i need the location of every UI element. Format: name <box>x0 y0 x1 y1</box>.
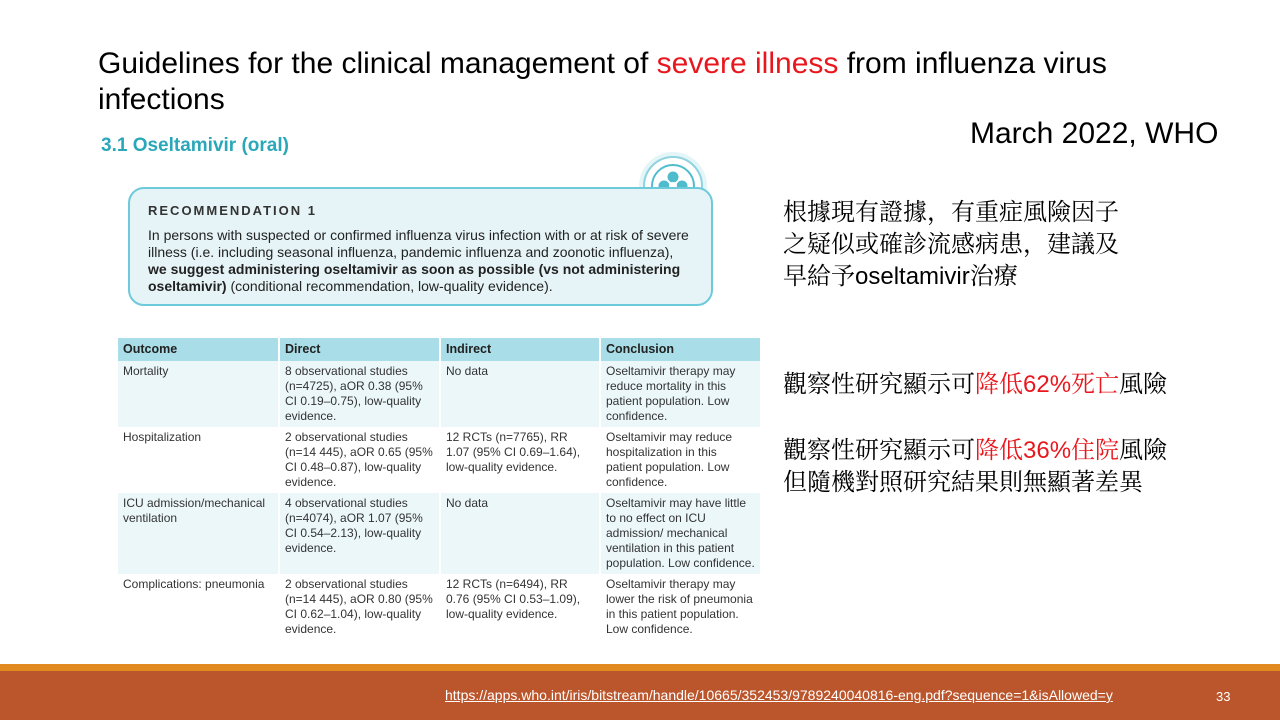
table-cell: Mortality <box>118 361 279 427</box>
table-header: Outcome <box>118 338 279 361</box>
table-cell: No data <box>440 493 600 574</box>
table-cell: Oseltamivir may have little to no effect on ICU admission/ mechanical ventilation in this patient population. Low confidence. <box>600 493 761 574</box>
recommendation-title: RECOMMENDATION 1 <box>148 203 317 218</box>
table-cell: 4 observational studies (n=4074), aOR 1.07 (95% CI 0.54–2.13), low-quality evidence. <box>279 493 440 574</box>
source-link[interactable]: https://apps.who.int/iris/bitstream/handle/10665/352453/9789240040816-eng.pdf?sequence=1&isAllowed=y <box>445 687 1113 703</box>
note-text: 風險 <box>1119 437 1168 464</box>
table-row <box>118 427 761 493</box>
table-cell: Hospitalization <box>118 427 279 493</box>
section-heading: 3.1 Oseltamivir (oral) <box>101 135 289 156</box>
note-text: 觀察性研究顯示可 <box>783 437 975 464</box>
table-cell: Oseltamivir may reduce hospitalization in this patient population. Low confidence. <box>600 427 761 493</box>
source-date: March 2022, WHO <box>970 117 1219 150</box>
title-text-start: Guidelines for the clinical management of <box>98 47 657 80</box>
table-header: Direct <box>279 338 440 361</box>
note-line: 但隨機對照研究結果則無顯著差異 <box>783 469 1143 496</box>
evidence-table <box>118 338 762 640</box>
table-cell: Complications: pneumonia <box>118 574 279 640</box>
table-header-row <box>118 338 761 361</box>
recommendation-text-bold: we suggest administering oseltamivir as soon as possible (vs not administering oseltamivir) <box>148 261 681 294</box>
table-row <box>118 493 761 574</box>
table-header: Conclusion <box>600 338 761 361</box>
table-cell: Oseltamivir therapy may lower the risk of pneumonia in this patient population. Low confidence. <box>600 574 761 640</box>
recommendation-box <box>128 187 713 306</box>
slide-title <box>98 46 1198 118</box>
note-hospitalization-zh <box>783 435 1167 499</box>
note-line: 根據現有證據，有重症風險因子 <box>783 199 1119 226</box>
table-cell: ICU admission/mechanical ventilation <box>118 493 279 574</box>
table-cell: 8 observational studies (n=4725), aOR 0.38 (95% CI 0.19–0.75), low-quality evidence. <box>279 361 440 427</box>
title-text-end: from influenza virus infections <box>98 47 1107 116</box>
recommendation-text-tail: (conditional recommendation, low-quality evidence). <box>226 278 553 294</box>
title-highlight: severe illness <box>656 47 839 80</box>
note-highlight: 降低36%住院 <box>975 437 1120 464</box>
table-cell: 2 observational studies (n=14 445), aOR 0.80 (95% CI 0.62–1.04), low-quality evidence. <box>279 574 440 640</box>
note-recommendation-zh <box>783 197 1119 293</box>
note-line: 之疑似或確診流感病患，建議及 <box>783 231 1119 258</box>
recommendation-text-plain: In persons with suspected or confirmed influenza virus infection with or at risk of severe illness (i.e. including seasonal influenza, pandemic influenza and zoonotic influenza), <box>148 227 689 260</box>
page-number: 33 <box>1216 689 1231 704</box>
table-cell: No data <box>440 361 600 427</box>
recommendation-text <box>148 227 693 295</box>
note-highlight: 降低62%死亡 <box>975 371 1120 398</box>
table-cell: 2 observational studies (n=14 445), aOR 0.65 (95% CI 0.48–0.87), low-quality evidence. <box>279 427 440 493</box>
table-row <box>118 361 761 427</box>
table-row <box>118 574 761 640</box>
table-cell: Oseltamivir therapy may reduce mortality in this patient population. Low confidence. <box>600 361 761 427</box>
footer-accent-line <box>0 664 1280 671</box>
note-mortality-zh <box>783 369 1167 401</box>
note-line: 早給予oseltamivir治療 <box>783 263 1018 290</box>
table-cell: 12 RCTs (n=7765), RR 1.07 (95% CI 0.69–1.64), low-quality evidence. <box>440 427 600 493</box>
table-header: Indirect <box>440 338 600 361</box>
note-text: 觀察性研究顯示可 <box>783 371 975 398</box>
table-cell: 12 RCTs (n=6494), RR 0.76 (95% CI 0.53–1.09), low-quality evidence. <box>440 574 600 640</box>
note-text: 風險 <box>1119 371 1168 398</box>
